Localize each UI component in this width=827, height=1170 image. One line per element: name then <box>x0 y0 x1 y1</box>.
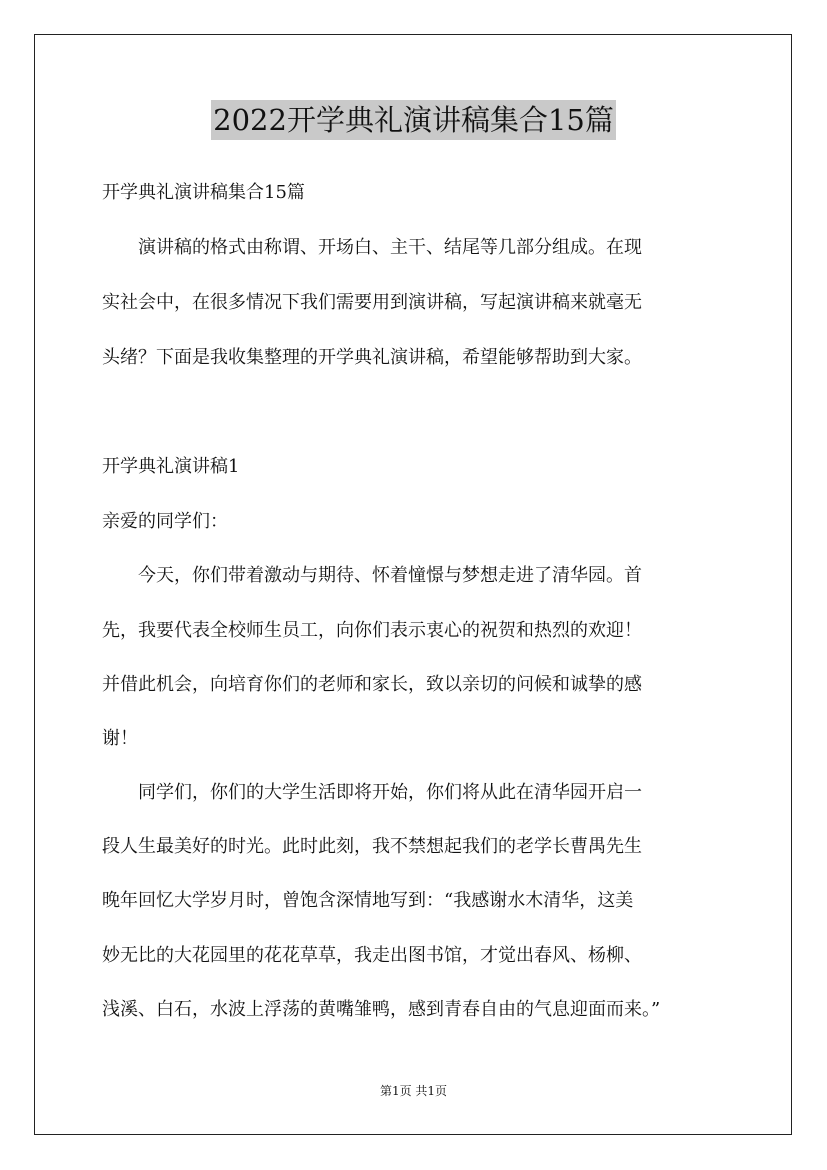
intro-line-2: 实社会中，在很多情况下我们需要用到演讲稿，写起演讲稿来就毫无 <box>102 292 642 313</box>
para2-line-2: 段人生最美好的时光。此时此刻，我不禁想起我们的老学长曹禺先生 <box>102 836 642 857</box>
title-container <box>0 100 827 140</box>
para1-line-1: 今天，你们带着激动与期待、怀着憧憬与梦想走进了清华园。首 <box>102 565 642 586</box>
salutation: 亲爱的同学们： <box>102 511 228 532</box>
para1-line-3: 并借此机会，向培育你们的老师和家长，致以亲切的问候和诚挚的感 <box>102 674 642 695</box>
intro-line-3: 头绪？下面是我收集整理的开学典礼演讲稿，希望能够帮助到大家。 <box>102 347 642 368</box>
para2-line-4: 妙无比的大花园里的花花草草，我走出图书馆，才觉出春风、杨柳、 <box>102 945 642 966</box>
document-title: 2022开学典礼演讲稿集合15篇 <box>211 100 616 140</box>
para1-line-4: 谢！ <box>102 728 138 749</box>
subtitle: 开学典礼演讲稿集合15篇 <box>102 182 305 203</box>
section-heading: 开学典礼演讲稿1 <box>102 456 240 477</box>
intro-line-1: 演讲稿的格式由称谓、开场白、主干、结尾等几部分组成。在现 <box>102 237 642 258</box>
page-footer: 第1页 共1页 <box>379 1084 448 1098</box>
para1-line-2: 先，我要代表全校师生员工，向你们表示衷心的祝贺和热烈的欢迎！ <box>102 620 642 641</box>
para2-line-3: 晚年回忆大学岁月时，曾饱含深情地写到：“我感谢水木清华，这美 <box>102 890 634 911</box>
para2-line-1: 同学们，你们的大学生活即将开始，你们将从此在清华园开启一 <box>102 782 642 803</box>
para2-line-5: 浅溪、白石，水波上浮荡的黄嘴雏鸭，感到青春自由的气息迎面而来。” <box>102 999 661 1020</box>
